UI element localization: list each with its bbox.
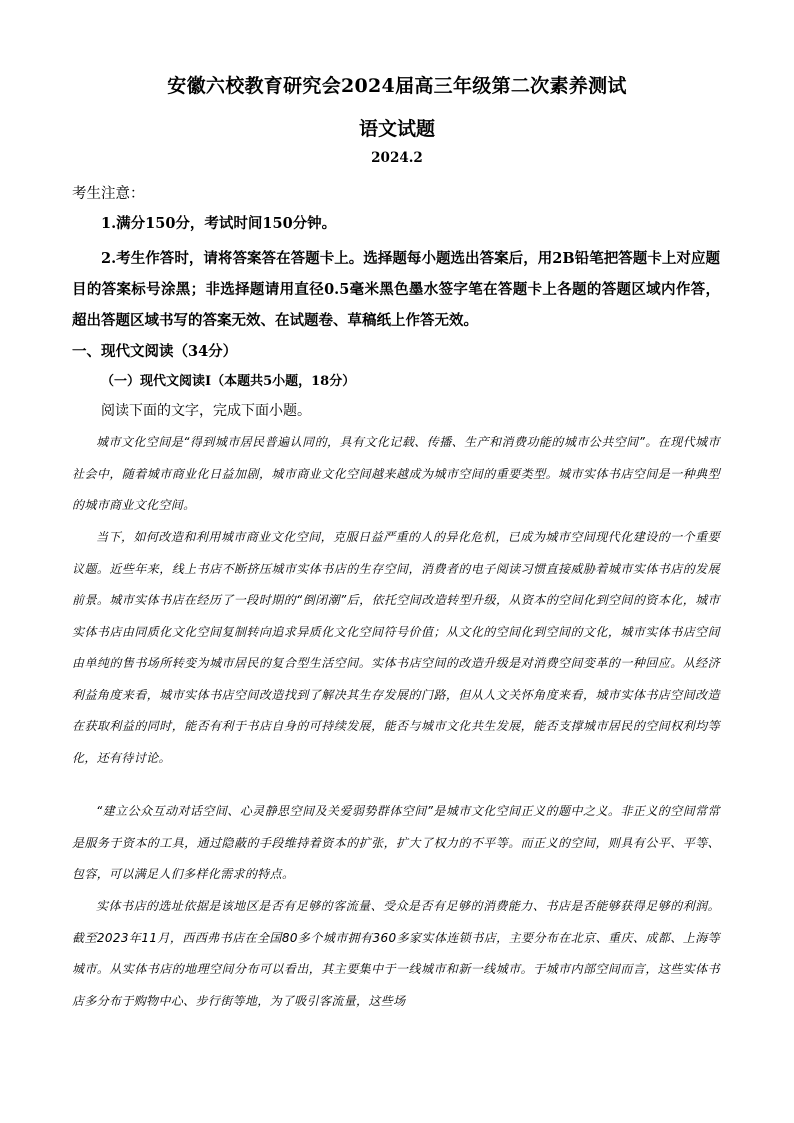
subject-title: 语文试题 [358, 118, 435, 140]
subsection-heading: （一）现代文阅读Ⅰ（本题共5小题，18分） [101, 374, 356, 389]
passage-paragraph: 城市文化空间是“得到城市居民普遍认同的，具有文化记载、传播、生产和消费功能的城市公共空间”。在现代城市社会中，随着城市商业化日益加剧，城市商业文化空间越来越成为城市空间的重要类型。城市实体书店空间是一种典型的城市商业文化空间。 [72, 435, 720, 512]
notice-heading: 考生注意： [72, 186, 145, 202]
passage-paragraph: “建立公众互动对话空间、心灵静思空间及关爱弱势群体空间”是城市文化空间正义的题中之义。非正义的空间常常是服务于资本的工具，通过隐蔽的手段维持着资本的扩张，扩大了权力的不平等。而正义的空间，则具有公平、平等、包容，可以满足人们多样化需求的特点。 [72, 804, 720, 881]
section-heading: 一、现代文阅读（34分） [72, 343, 238, 360]
passage-paragraph: 实体书店的选址依据是该地区是否有足够的客流量、受众是否有足够的消费能力、书店是否能够获得足够的利润。截至2023年11月，西西弗书店在全国80多个城市拥有360多家实体连锁书店，主要分布在北京、重庆、成都、上海等城市。从实体书店的地理空间分布可以看出，其主要集中于一线城市和新一线城市。于城市内部空间而言，这些实体书店多分布于购物中心、步行街等地，为了吸引客流量，这些场 [72, 899, 720, 1008]
notice-item-2: 2.考生作答时，请将答案答在答题卡上。选择题每小题选出答案后，用2B铅笔把答题卡上对应题目的答案标号涂黑；非选择题请用直径0.5毫米黑色墨水签字笔在答题卡上各题的答题区域内作答，超出答题区域书写的答案无效、在试题卷、草稿纸上作答无效。 [72, 250, 720, 329]
notice-item-1: 1.满分150分，考试时间150分钟。 [101, 215, 337, 232]
reading-instruction: 阅读下面的文字，完成下面小题。 [101, 403, 311, 419]
exam-title: 安徽六校教育研究会2024届高三年级第二次素养测试 [167, 75, 627, 97]
exam-date: 2024.2 [371, 150, 423, 166]
passage-paragraph: 当下，如何改造和利用城市商业文化空间，克服日益严重的人的异化危机，已成为城市空间现代化建设的一个重要议题。近些年来，线上书店不断挤压城市实体书店的生存空间，消费者的电子阅读习惯直接威胁着城市实体书店的发展前景。城市实体书店在经历了一段时期的“倒闭潮”后，依托空间改造转型升级，从资本的空间化到空间的资本化，城市实体书店由同质化文化空间复制转向追求异质化文化空间符号价值；从文化的空间化到空间的文化，城市实体书店空间由单纯的售书场所转变为城市居民的复合型生活空间。实体书店空间的改造升级是对消费空间变革的一种回应。从经济利益角度来看，城市实体书店空间改造找到了解决其生存发展的门路，但从人文关怀角度来看，城市实体书店空间改造在获取利益的同时，能否有利于书店自身的可持续发展，能否与城市文化共生发展，能否支撑城市居民的空间权利均等化，还有待讨论。 [72, 530, 720, 765]
